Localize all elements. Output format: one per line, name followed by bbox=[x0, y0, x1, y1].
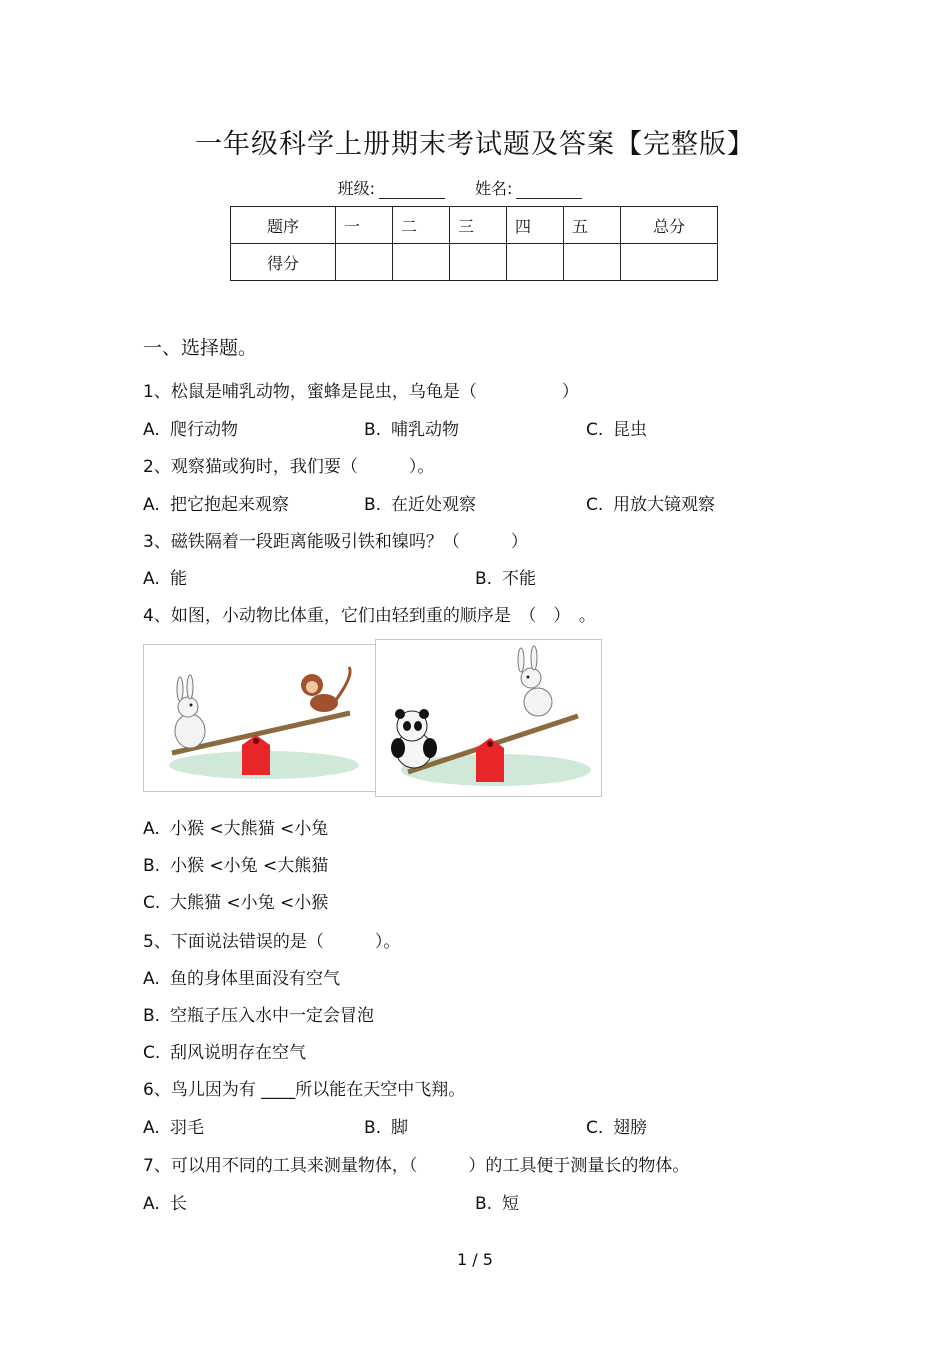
option-text: 翅膀 bbox=[613, 1118, 647, 1138]
q5-option-c[interactable] bbox=[143, 1038, 306, 1063]
option-text: 小猴 <大熊猫 <小兔 bbox=[170, 819, 329, 839]
class-blank[interactable] bbox=[379, 182, 445, 199]
q4-option-a[interactable] bbox=[143, 814, 328, 839]
option-letter: B. bbox=[143, 856, 161, 876]
score-cell[interactable] bbox=[393, 244, 450, 281]
q3-option-b[interactable] bbox=[475, 564, 536, 589]
option-letter: C. bbox=[586, 1118, 604, 1138]
option-text: 用放大镜观察 bbox=[613, 495, 715, 515]
score-cell[interactable] bbox=[507, 244, 564, 281]
q1-option-a[interactable] bbox=[143, 415, 238, 440]
option-letter: A. bbox=[143, 495, 160, 515]
q4-option-c[interactable] bbox=[143, 888, 328, 913]
option-text: 把它抱起来观察 bbox=[170, 495, 289, 515]
seesaw-panda-rabbit-image bbox=[375, 639, 602, 797]
option-text: 小猴 <小兔 <大熊猫 bbox=[170, 856, 329, 876]
q6-option-a[interactable] bbox=[143, 1113, 204, 1138]
option-letter: C. bbox=[143, 1043, 161, 1063]
option-letter: C. bbox=[143, 893, 161, 913]
option-letter: B. bbox=[364, 495, 382, 515]
score-cell[interactable] bbox=[450, 244, 507, 281]
table-cell: 一 bbox=[336, 207, 393, 244]
table-cell: 三 bbox=[450, 207, 507, 244]
score-table-score-row bbox=[231, 244, 718, 281]
q4-option-b[interactable] bbox=[143, 851, 328, 876]
option-text: 在近处观察 bbox=[391, 495, 476, 515]
q1-option-c[interactable] bbox=[586, 415, 647, 440]
option-letter: C. bbox=[586, 495, 604, 515]
option-letter: B. bbox=[475, 1194, 493, 1214]
q2-option-a[interactable] bbox=[143, 490, 289, 515]
score-table-header-row bbox=[231, 207, 718, 244]
question-3: 3、磁铁隔着一段距离能吸引铁和镍吗？（ ） bbox=[143, 532, 528, 552]
name-blank[interactable] bbox=[516, 182, 582, 199]
class-label: 班级: bbox=[337, 179, 375, 198]
q6-option-c[interactable] bbox=[586, 1113, 647, 1138]
q7-option-a[interactable] bbox=[143, 1189, 187, 1214]
table-cell: 五 bbox=[564, 207, 621, 244]
option-letter: A. bbox=[143, 819, 160, 839]
section-heading: 一、选择题。 bbox=[143, 337, 258, 359]
option-letter: A. bbox=[143, 1118, 160, 1138]
name-label: 姓名: bbox=[475, 179, 513, 198]
option-letter: B. bbox=[364, 1118, 382, 1138]
score-table bbox=[230, 206, 718, 281]
q2-option-b[interactable] bbox=[364, 490, 476, 515]
page-title: 一年级科学上册期末考试题及答案【完整版】 bbox=[195, 129, 755, 160]
question-2: 2、观察猫或狗时，我们要（ ）。 bbox=[143, 457, 435, 477]
option-text: 空瓶子压入水中一定会冒泡 bbox=[170, 1006, 374, 1026]
score-cell[interactable] bbox=[336, 244, 393, 281]
option-letter: C. bbox=[586, 420, 604, 440]
question-5: 5、下面说法错误的是（ ）。 bbox=[143, 932, 401, 952]
option-text: 短 bbox=[502, 1194, 519, 1214]
table-cell: 得分 bbox=[231, 244, 336, 281]
option-letter: A. bbox=[143, 969, 160, 989]
page-number: 1 / 5 bbox=[457, 1250, 493, 1269]
question-4: 4、如图，小动物比体重，它们由轻到重的顺序是 （ ） 。 bbox=[143, 606, 596, 626]
option-text: 羽毛 bbox=[170, 1118, 204, 1138]
table-cell: 题序 bbox=[231, 207, 336, 244]
option-letter: B. bbox=[364, 420, 382, 440]
q5-option-a[interactable] bbox=[143, 964, 340, 989]
q7-option-b[interactable] bbox=[475, 1189, 519, 1214]
table-cell: 总分 bbox=[621, 207, 718, 244]
question-1: 1、松鼠是哺乳动物，蜜蜂是昆虫，乌龟是（ ） bbox=[143, 382, 579, 402]
table-cell: 四 bbox=[507, 207, 564, 244]
q5-option-b[interactable] bbox=[143, 1001, 374, 1026]
option-text: 昆虫 bbox=[613, 420, 647, 440]
option-text: 鱼的身体里面没有空气 bbox=[170, 969, 340, 989]
question-7: 7、可以用不同的工具来测量物体，（ ）的工具便于测量长的物体。 bbox=[143, 1156, 690, 1176]
option-text: 哺乳动物 bbox=[391, 420, 459, 440]
option-letter: A. bbox=[143, 420, 160, 440]
q1-option-b[interactable] bbox=[364, 415, 459, 440]
option-text: 长 bbox=[170, 1194, 187, 1214]
question-6: 6、鸟儿因为有 ____所以能在天空中飞翔。 bbox=[143, 1080, 466, 1100]
option-text: 大熊猫 <小兔 <小猴 bbox=[170, 893, 329, 913]
option-text: 脚 bbox=[391, 1118, 408, 1138]
option-letter: B. bbox=[475, 569, 493, 589]
option-letter: A. bbox=[143, 1194, 160, 1214]
option-text: 不能 bbox=[502, 569, 536, 589]
student-info-row bbox=[0, 176, 950, 199]
q6-option-b[interactable] bbox=[364, 1113, 408, 1138]
q2-option-c[interactable] bbox=[586, 490, 715, 515]
table-cell: 二 bbox=[393, 207, 450, 244]
q3-option-a[interactable] bbox=[143, 564, 187, 589]
score-cell[interactable] bbox=[621, 244, 718, 281]
score-cell[interactable] bbox=[564, 244, 621, 281]
option-text: 刮风说明存在空气 bbox=[170, 1043, 306, 1063]
option-letter: B. bbox=[143, 1006, 161, 1026]
option-text: 爬行动物 bbox=[170, 420, 238, 440]
option-text: 能 bbox=[170, 569, 187, 589]
option-letter: A. bbox=[143, 569, 160, 589]
seesaw-rabbit-monkey-image bbox=[143, 644, 377, 792]
